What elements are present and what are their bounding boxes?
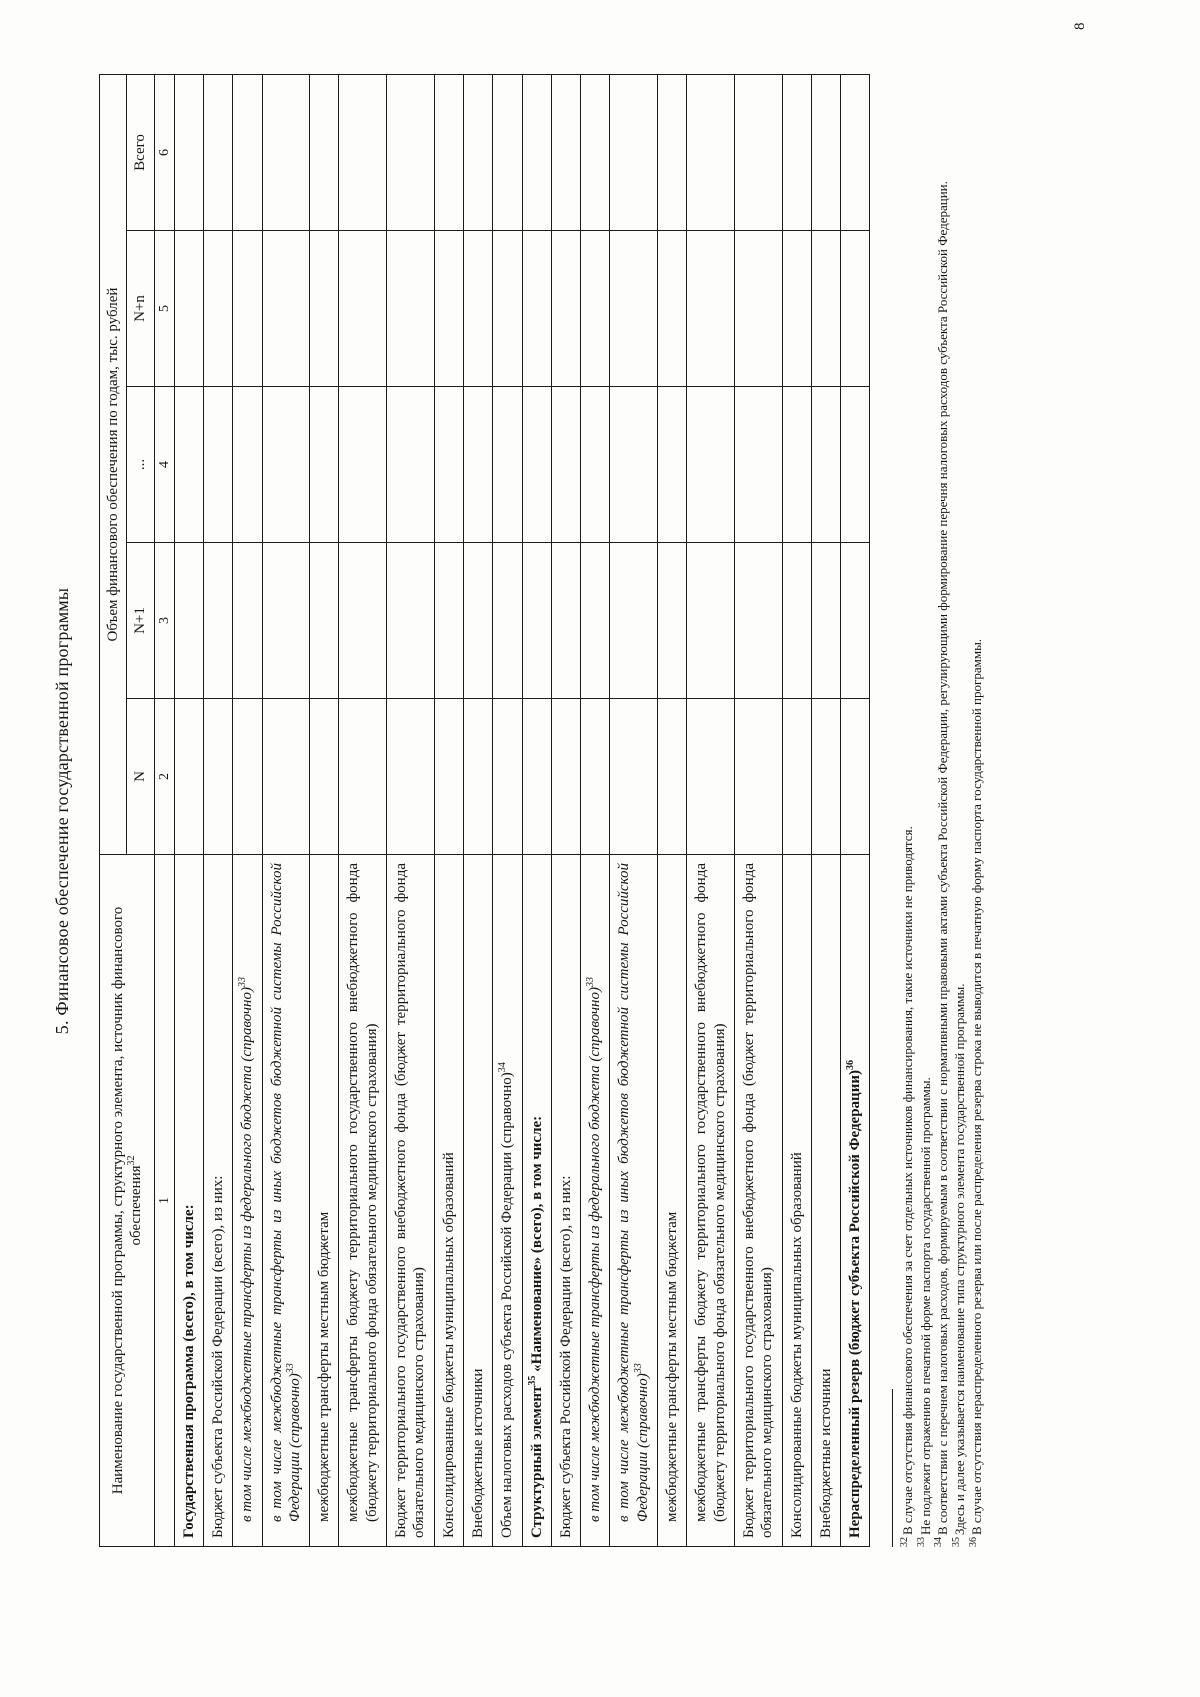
footnote-ref: 36 bbox=[845, 1060, 857, 1071]
row-label bbox=[463, 855, 492, 1547]
value-cell-empty bbox=[811, 543, 840, 699]
value-cell-empty bbox=[610, 387, 658, 543]
page-number: 8 bbox=[1072, 22, 1088, 30]
value-cell-empty bbox=[463, 543, 492, 699]
value-cell-empty bbox=[387, 543, 435, 699]
value-cell-empty bbox=[233, 699, 262, 855]
table-row bbox=[339, 75, 387, 1547]
value-cell-empty bbox=[811, 231, 840, 387]
value-cell-empty bbox=[233, 75, 262, 231]
value-cell-empty bbox=[610, 75, 658, 231]
value-cell-empty bbox=[463, 75, 492, 231]
value-cell-empty bbox=[551, 231, 580, 387]
row-label-text: межбюджетные трансферты местным бюджетам bbox=[316, 1211, 333, 1522]
value-cell-empty bbox=[811, 75, 840, 231]
table-row bbox=[610, 75, 658, 1547]
value-cell-empty bbox=[174, 387, 203, 543]
value-cell-empty bbox=[262, 231, 310, 387]
value-cell-empty bbox=[734, 75, 782, 231]
value-cell-empty bbox=[339, 387, 387, 543]
value-cell-empty bbox=[310, 699, 339, 855]
value-cell-empty bbox=[782, 231, 811, 387]
header-row-titles bbox=[100, 75, 127, 1547]
footnote-item bbox=[968, 75, 985, 1547]
row-label bbox=[434, 855, 463, 1547]
row-label-text: Внебюджетные источники bbox=[817, 1368, 834, 1538]
row-label-text: в том числе межбюджетные трансферты из федерального бюджета (справочно) bbox=[587, 987, 604, 1522]
value-cell-empty bbox=[551, 387, 580, 543]
value-cell-empty bbox=[687, 387, 735, 543]
value-cell-empty bbox=[522, 699, 551, 855]
footnote-item bbox=[934, 75, 951, 1547]
value-cell-empty bbox=[203, 75, 232, 231]
table-row bbox=[387, 75, 435, 1547]
table-row bbox=[522, 75, 551, 1547]
table-row bbox=[551, 75, 580, 1547]
row-label-text: межбюджетные трансферты бюджету территориального государственного внебюджетного фонда (бюджету территориального фонда обязательного медицинского страхования) bbox=[693, 863, 728, 1522]
row-label bbox=[782, 855, 811, 1547]
table-row bbox=[687, 75, 735, 1547]
volume-group-header: Объем финансового обеспечения по годам, тыс. рублей bbox=[100, 75, 127, 855]
value-cell-empty bbox=[174, 231, 203, 387]
value-cell-empty bbox=[841, 543, 870, 699]
row-label bbox=[687, 855, 735, 1547]
value-cell-empty bbox=[658, 699, 687, 855]
value-cell-empty bbox=[581, 75, 610, 231]
column-number: 5 bbox=[154, 231, 174, 387]
value-cell-empty bbox=[262, 75, 310, 231]
row-label bbox=[581, 855, 610, 1547]
value-cell-empty bbox=[262, 387, 310, 543]
value-cell-empty bbox=[174, 543, 203, 699]
value-cell-empty bbox=[522, 231, 551, 387]
row-label-text: Государственная программа (всего), в том числе: bbox=[180, 1204, 197, 1538]
row-label bbox=[734, 855, 782, 1547]
value-cell-empty bbox=[658, 231, 687, 387]
column-number: 4 bbox=[154, 387, 174, 543]
footnote-item bbox=[951, 75, 968, 1547]
row-label-text: межбюджетные трансферты бюджету территориального государственного внебюджетного фонда (бюджету территориального фонда обязательного медицинского страхования) bbox=[345, 863, 380, 1522]
value-cell-empty bbox=[734, 231, 782, 387]
value-cell-empty bbox=[174, 75, 203, 231]
value-cell-empty bbox=[262, 699, 310, 855]
footnote-ref: 34 bbox=[497, 1062, 509, 1073]
value-cell-empty bbox=[841, 231, 870, 387]
row-label bbox=[387, 855, 435, 1547]
value-cell-empty bbox=[493, 387, 522, 543]
value-cell-empty bbox=[522, 543, 551, 699]
value-cell-empty bbox=[658, 75, 687, 231]
row-label bbox=[339, 855, 387, 1547]
table-row bbox=[841, 75, 870, 1547]
value-cell-empty bbox=[551, 543, 580, 699]
value-cell-empty bbox=[493, 699, 522, 855]
value-cell-empty bbox=[581, 231, 610, 387]
value-cell-empty bbox=[610, 543, 658, 699]
table-row bbox=[310, 75, 339, 1547]
value-cell-empty bbox=[782, 75, 811, 231]
row-label-text: Объем налоговых расходов субъекта Российской Федерации (справочно) bbox=[499, 1072, 516, 1538]
value-cell-empty bbox=[782, 699, 811, 855]
value-cell-empty bbox=[687, 543, 735, 699]
value-cell-empty bbox=[339, 543, 387, 699]
section-title: 5. Финансовое обеспечение государственной программы bbox=[52, 587, 72, 1035]
footnote-text: В соответствии с перечнем налоговых расходов, формируемым в соответствии с нормативными правовыми актами субъекта Российской Федерации, регулирующими формирование перечня налоговых расходов субъекта Российской Федерации. bbox=[934, 181, 950, 1535]
row-label bbox=[841, 855, 870, 1547]
value-cell-empty bbox=[610, 699, 658, 855]
row-label bbox=[811, 855, 840, 1547]
value-cell-empty bbox=[203, 699, 232, 855]
footnote-ref: 33 bbox=[237, 977, 249, 987]
column-number: 2 bbox=[154, 699, 174, 855]
value-cell-empty bbox=[262, 543, 310, 699]
table-row bbox=[734, 75, 782, 1547]
table-row bbox=[493, 75, 522, 1547]
value-cell-empty bbox=[339, 231, 387, 387]
row-label-text: в том числе межбюджетные трансферты из иных бюджетов бюджетной системы Российской Федерации (справочно) bbox=[616, 863, 651, 1522]
value-cell-empty bbox=[387, 699, 435, 855]
value-cell-empty bbox=[434, 387, 463, 543]
value-cell-empty bbox=[841, 699, 870, 855]
footnote-item bbox=[899, 75, 916, 1547]
value-cell-empty bbox=[434, 699, 463, 855]
row-label-text: Нераспределенный резерв (бюджет субъекта Российской Федерации) bbox=[847, 1070, 864, 1538]
value-cell-empty bbox=[463, 231, 492, 387]
name-column-header-text: Наименование государственной программы, структурного элемента, источник финансового обеспечения bbox=[109, 906, 144, 1495]
column-number: 6 bbox=[154, 75, 174, 231]
value-cell-empty bbox=[658, 387, 687, 543]
year-header-nn: N+n bbox=[127, 231, 154, 387]
value-cell-empty bbox=[734, 699, 782, 855]
value-cell-empty bbox=[310, 543, 339, 699]
value-cell-empty bbox=[841, 387, 870, 543]
value-cell-empty bbox=[658, 543, 687, 699]
table-row bbox=[262, 75, 310, 1547]
value-cell-empty bbox=[610, 231, 658, 387]
value-cell-empty bbox=[310, 75, 339, 231]
column-number: 3 bbox=[154, 543, 174, 699]
footnote-ref-32: 32 bbox=[125, 1155, 137, 1166]
row-label bbox=[493, 855, 522, 1547]
footnote-ref: 33 bbox=[585, 977, 597, 987]
value-cell-empty bbox=[434, 231, 463, 387]
value-cell-empty bbox=[463, 387, 492, 543]
value-cell-empty bbox=[233, 231, 262, 387]
value-cell-empty bbox=[387, 75, 435, 231]
value-cell-empty bbox=[310, 387, 339, 543]
row-label bbox=[310, 855, 339, 1547]
table-row bbox=[463, 75, 492, 1547]
value-cell-empty bbox=[687, 231, 735, 387]
footnote-marker: 36 bbox=[967, 1537, 979, 1547]
year-header-n1: N+1 bbox=[127, 543, 154, 699]
row-label bbox=[174, 855, 203, 1547]
row-label-text: Бюджет субъекта Российской Федерации (всего), из них: bbox=[209, 1175, 226, 1538]
row-label bbox=[233, 855, 262, 1547]
footnotes bbox=[892, 75, 985, 1547]
value-cell-empty bbox=[463, 699, 492, 855]
footnote-ref: 33 bbox=[284, 1363, 296, 1374]
value-cell-empty bbox=[233, 543, 262, 699]
value-cell-empty bbox=[687, 75, 735, 231]
year-header-total: Всего bbox=[127, 75, 154, 231]
value-cell-empty bbox=[339, 699, 387, 855]
row-label-text: Структурный элемент bbox=[528, 1385, 545, 1538]
value-cell-empty bbox=[551, 699, 580, 855]
table-row bbox=[782, 75, 811, 1547]
row-label bbox=[262, 855, 310, 1547]
footnote-marker: 34 bbox=[933, 1537, 945, 1547]
value-cell-empty bbox=[203, 231, 232, 387]
value-cell-empty bbox=[310, 231, 339, 387]
footnote-marker: 32 bbox=[899, 1537, 911, 1547]
value-cell-empty bbox=[811, 699, 840, 855]
row-label-text: Бюджет территориального государственного внебюджетного фонда (бюджет территориального фонда обязательного медицинского страхования) bbox=[740, 863, 776, 1538]
value-cell-empty bbox=[387, 231, 435, 387]
value-cell-empty bbox=[522, 75, 551, 231]
table-row bbox=[658, 75, 687, 1547]
footnote-text: Не подлежит отражению в печатной форме паспорта государственной программы. bbox=[917, 1077, 933, 1535]
value-cell-empty bbox=[203, 543, 232, 699]
value-cell-empty bbox=[581, 699, 610, 855]
value-cell-empty bbox=[841, 75, 870, 231]
row-label-text: в том числе межбюджетные трансферты из федерального бюджета (справочно) bbox=[239, 987, 256, 1522]
footnote-marker: 35 bbox=[950, 1537, 962, 1547]
value-cell-empty bbox=[522, 387, 551, 543]
value-cell-empty bbox=[782, 387, 811, 543]
value-cell-empty bbox=[581, 543, 610, 699]
value-cell-empty bbox=[174, 699, 203, 855]
value-cell-empty bbox=[581, 387, 610, 543]
footnote-marker: 33 bbox=[916, 1537, 928, 1547]
footnote-item bbox=[917, 75, 934, 1547]
name-column-header bbox=[100, 855, 155, 1547]
value-cell-empty bbox=[493, 543, 522, 699]
row-label-text: Бюджет субъекта Российской Федерации (всего), из них: bbox=[557, 1175, 574, 1538]
footnote-text: В случае отсутствия нераспределенного резерва или после распределения резерва строка не выводится в печатную форму паспорта государственной программы. bbox=[969, 638, 985, 1535]
row-label-text: Консолидированные бюджеты муниципальных образований bbox=[440, 1152, 457, 1538]
value-cell-empty bbox=[811, 387, 840, 543]
value-cell-empty bbox=[687, 699, 735, 855]
row-label bbox=[203, 855, 232, 1547]
row-label-text: «Наименование» (всего), в том числе: bbox=[528, 1115, 545, 1376]
value-cell-empty bbox=[434, 543, 463, 699]
value-cell-empty bbox=[339, 75, 387, 231]
value-cell-empty bbox=[782, 543, 811, 699]
value-cell-empty bbox=[734, 543, 782, 699]
column-number: 1 bbox=[154, 855, 174, 1547]
table-row bbox=[233, 75, 262, 1547]
table-row bbox=[174, 75, 203, 1547]
row-label bbox=[658, 855, 687, 1547]
row-label-text: Бюджет территориального государственного внебюджетного фонда (бюджет территориального фонда обязательного медицинского страхования) bbox=[393, 863, 428, 1538]
footnote-ref: 33 bbox=[632, 1363, 644, 1374]
value-cell-empty bbox=[551, 75, 580, 231]
value-cell-empty bbox=[493, 75, 522, 231]
table-row bbox=[203, 75, 232, 1547]
footnote-separator bbox=[892, 1389, 893, 1547]
year-header-n: N bbox=[127, 699, 154, 855]
table-row bbox=[434, 75, 463, 1547]
row-label-text: в том числе межбюджетные трансферты из иных бюджетов бюджетной системы Российской Федерации (справочно) bbox=[268, 863, 303, 1522]
value-cell-empty bbox=[203, 387, 232, 543]
finance-table bbox=[99, 74, 870, 1547]
row-label-text: межбюджетные трансферты местным бюджетам bbox=[664, 1211, 681, 1522]
row-label bbox=[522, 855, 551, 1547]
table-row bbox=[811, 75, 840, 1547]
footnote-text: Здесь и далее указывается наименование типа структурного элемента государственной программы. bbox=[951, 983, 967, 1535]
value-cell-empty bbox=[387, 387, 435, 543]
footnote-ref: 35 bbox=[526, 1375, 538, 1386]
value-cell-empty bbox=[434, 75, 463, 231]
year-header-ellipsis: ... bbox=[127, 387, 154, 543]
header-row-numbers bbox=[154, 75, 174, 1547]
row-label-text: Внебюджетные источники bbox=[469, 1368, 486, 1538]
table-row bbox=[581, 75, 610, 1547]
value-cell-empty bbox=[493, 231, 522, 387]
row-label bbox=[551, 855, 580, 1547]
value-cell-empty bbox=[734, 387, 782, 543]
footnote-text: В случае отсутствия финансового обеспечения за счет отдельных источников финансирования, такие источники не приводятся. bbox=[900, 826, 916, 1535]
value-cell-empty bbox=[233, 387, 262, 543]
row-label-text: Консолидированные бюджеты муниципальных образований bbox=[788, 1152, 805, 1538]
row-label bbox=[610, 855, 658, 1547]
